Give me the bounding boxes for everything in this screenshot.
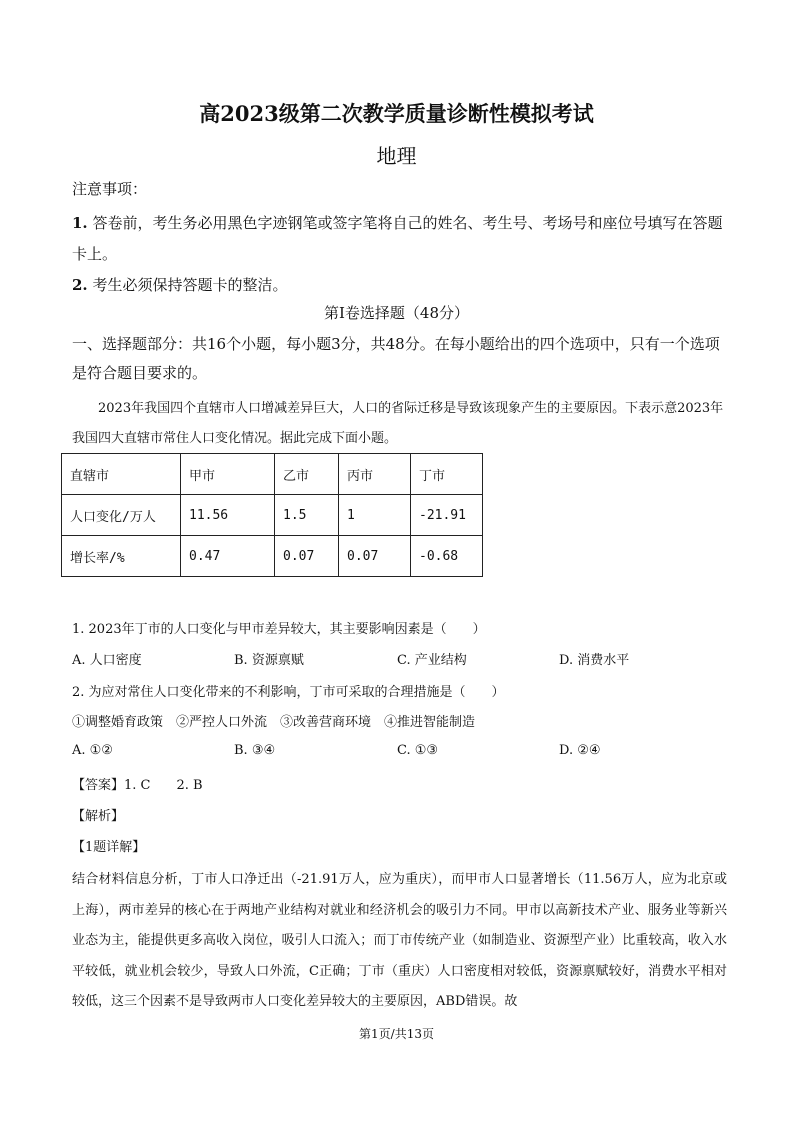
analysis-label: 【解析】 <box>72 809 125 824</box>
answer-text: 1. C 2. B <box>124 778 203 793</box>
notes-heading: 注意事项： <box>72 180 148 198</box>
table-cell: 人口变化/万人 <box>62 495 181 536</box>
notes-item-2 <box>72 270 287 301</box>
table-cell: 11.56 <box>181 495 275 536</box>
notes-item-2-text: 考生必须保持答题卡的整洁。 <box>92 276 288 294</box>
table-cell: 0.07 <box>275 536 339 577</box>
table-cell: 1 <box>339 495 411 536</box>
table-cell: -0.68 <box>411 536 483 577</box>
notes-item-1-text: 答卷前，考生务必用黑色字迹钢笔或签字笔将自己的姓名、考生号、考场号和座位号填写在答题卡上。 <box>72 214 723 263</box>
table-cell: 增长率/% <box>62 536 181 577</box>
question-1-option-a: A. 人口密度 <box>72 653 142 668</box>
table-row <box>62 495 483 536</box>
question-1-option-c: C. 产业结构 <box>397 653 467 668</box>
notes-item-2-number: 2. <box>72 276 88 294</box>
exam-title: 高2023级第二次教学质量诊断性模拟考试 <box>199 101 594 126</box>
table-cell: -21.91 <box>411 495 483 536</box>
table-header-cell: 直辖市 <box>62 454 181 495</box>
q1-detail-text: 结合材料信息分析，丁市人口净迁出（-21.91万人，应为重庆），而甲市人口显著增长（11.56万人，应为北京或上海），两市差异的核心在于两地产业结构对就业和经济机会的吸引力不同。甲市以高新技术产业、服务业等新兴业态为主，能提供更多高收入岗位，吸引人口流入；而丁市传统产业（如制造业、资源型产业）比重较高，收入水平较低，就业机会较少，导致人口外流，C正确；丁市（重庆）人口密度相对较低，资源禀赋较好，消费水平相对较低，这三个因素不是导致两市人口变化差异较大的主要原因，ABD错误。故 <box>72 872 727 1010</box>
question-2-stem: 2. 为应对常住人口变化带来的不利影响，丁市可采取的合理措施是（ ） <box>72 685 505 700</box>
q1-detail-label: 【1题详解】 <box>72 840 146 855</box>
section-title: 第Ⅰ卷选择题（48分） <box>323 304 469 322</box>
table-header-row <box>62 454 483 495</box>
question-2-measures: ①调整婚育政策 ②严控人口外流 ③改善营商环境 ④推进智能制造 <box>72 715 476 730</box>
question-2-option-d: D. ②④ <box>559 743 601 758</box>
material-intro: 2023年我国四个直辖市人口增减差异巨大，人口的省际迁移是导致该现象产生的主要原因。下表示意2023年我国四大直辖市常住人口变化情况。据此完成下面小题。 <box>72 401 724 446</box>
table-cell: 0.07 <box>339 536 411 577</box>
table-header-cell: 丁市 <box>411 454 483 495</box>
table-header-cell: 丙市 <box>339 454 411 495</box>
question-2-option-c: C. ①③ <box>397 743 439 758</box>
part1-instructions: 一、选择题部分：共16个小题，每小题3分，共48分。在每小题给出的四个选项中，只有一个选项是符合题目要求的。 <box>72 335 720 382</box>
notes-item-1-number: 1. <box>72 214 88 232</box>
question-2-option-b: B. ③④ <box>234 743 276 758</box>
answer-line <box>72 774 203 793</box>
question-1-option-d: D. 消费水平 <box>559 653 630 668</box>
subject-title: 地理 <box>376 144 417 168</box>
table-header-cell: 乙市 <box>275 454 339 495</box>
question-1-option-b: B. 资源禀赋 <box>234 653 304 668</box>
question-2-option-a: A. ①② <box>72 743 113 758</box>
table-cell: 0.47 <box>181 536 275 577</box>
population-table <box>61 453 483 577</box>
table-header-cell: 甲市 <box>181 454 275 495</box>
question-1-stem: 1. 2023年丁市的人口变化与甲市差异较大，其主要影响因素是（ ） <box>72 622 486 637</box>
notes-item-1 <box>72 208 727 270</box>
table-row <box>62 536 483 577</box>
answer-label: 【答案】 <box>72 778 125 793</box>
table-cell: 1.5 <box>275 495 339 536</box>
page-footer: 第1页/共13页 <box>359 1027 434 1041</box>
